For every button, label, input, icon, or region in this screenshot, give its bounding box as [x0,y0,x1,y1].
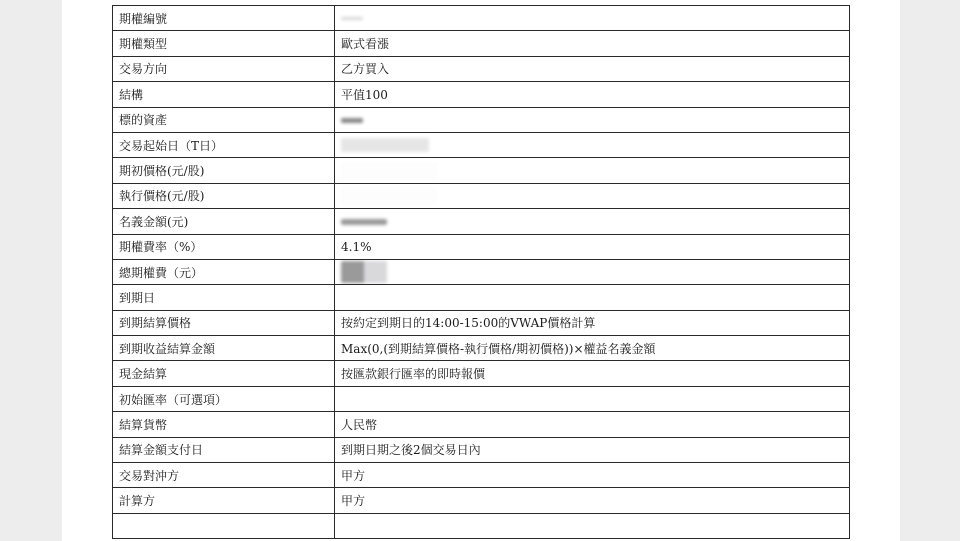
table-row [113,31,850,56]
redacted-value [341,17,363,20]
table-row [113,6,850,31]
term-value: 平值100 [335,82,850,107]
term-label: 期初價格(元/股) [113,158,335,183]
term-value: 到期日期之後2個交易日內 [335,437,850,462]
term-value: Max(0,(到期結算價格-執行價格/期初價格))×權益名義金額 [335,336,850,361]
table-row [113,259,850,284]
term-value: 乙方買入 [335,56,850,81]
table-row [113,336,850,361]
term-label: 期權費率（%） [113,234,335,259]
term-value: 4.1% [335,234,850,259]
term-label: 名義金額(元) [113,209,335,234]
redacted-value [341,118,363,123]
term-value [335,209,850,234]
term-label: 總期權費（元） [113,259,335,284]
term-label: 到期日 [113,285,335,310]
term-label: 計算方 [113,488,335,513]
term-label [113,513,335,538]
table-row [113,56,850,81]
table-row [113,386,850,411]
table-row [113,82,850,107]
term-value [335,6,850,31]
term-value: 甲方 [335,488,850,513]
term-value: 歐式看漲 [335,31,850,56]
term-value: 按匯款銀行匯率的即時報價 [335,361,850,386]
term-value [335,259,850,284]
table-row [113,183,850,208]
terms-table-body [113,6,850,539]
table-row [113,361,850,386]
table-row [113,513,850,538]
term-label: 期權編號 [113,6,335,31]
document-page [62,0,900,541]
term-label: 期權類型 [113,31,335,56]
term-label: 交易方向 [113,56,335,81]
term-label: 到期收益結算金額 [113,336,335,361]
table-row [113,437,850,462]
term-label: 到期結算價格 [113,310,335,335]
term-label: 結算貨幣 [113,412,335,437]
term-label: 交易起始日（T日） [113,132,335,157]
term-value [335,513,850,538]
term-value [335,386,850,411]
table-row [113,412,850,437]
table-row [113,463,850,488]
term-value: 人民幣 [335,412,850,437]
term-value [335,158,850,183]
term-value: 按約定到期日的14:00-15:00的VWAP價格計算 [335,310,850,335]
option-terms-table [112,5,850,539]
table-row [113,488,850,513]
term-label: 結構 [113,82,335,107]
term-label: 結算金額支付日 [113,437,335,462]
term-value [335,107,850,132]
term-value [335,132,850,157]
term-label: 現金結算 [113,361,335,386]
table-row [113,132,850,157]
term-label: 執行價格(元/股) [113,183,335,208]
table-row [113,158,850,183]
term-label: 標的資產 [113,107,335,132]
table-row [113,285,850,310]
redacted-value [341,219,387,225]
term-value: 甲方 [335,463,850,488]
redacted-value [341,187,437,205]
term-value [335,183,850,208]
table-row [113,234,850,259]
term-value [335,285,850,310]
term-label: 初始匯率（可選項） [113,386,335,411]
redacted-value [341,138,429,152]
table-row [113,107,850,132]
table-row [113,310,850,335]
redacted-value [341,261,387,283]
table-row [113,209,850,234]
redacted-value [341,162,437,180]
term-label: 交易對沖方 [113,463,335,488]
